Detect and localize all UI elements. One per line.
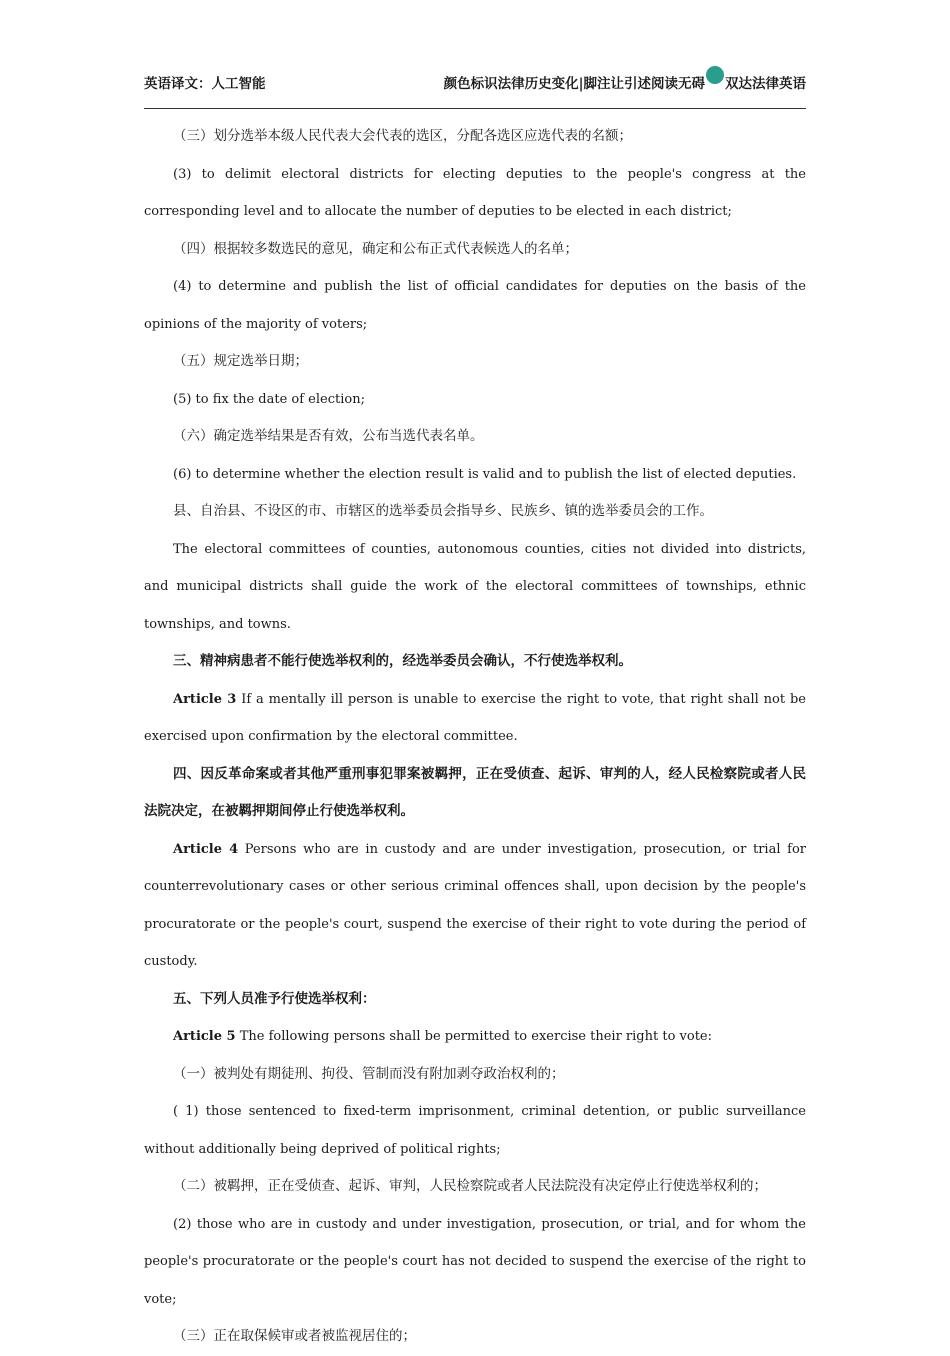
- article-label: Article 5: [173, 1029, 236, 1044]
- clause-en-6: (6) to determine whether the election result is valid and to publish the list of elected deputies.: [173, 466, 797, 482]
- clause-cn-4: （四）根据较多数选民的意见，确定和公布正式代表候选人的名单；: [173, 240, 578, 257]
- page-header: [144, 70, 806, 96]
- item-cn-3: （三）正在取保候审或者被监视居住的；: [173, 1328, 416, 1344]
- shuangda-logo-icon: [706, 66, 724, 84]
- item-en-2: (2) those who are in custody and under investigation, prosecution, or trial, and for whom the people's procuratorate or the people's court has not decided to suspend the exercise of the right to vote;: [144, 1216, 806, 1307]
- article-text: The following persons shall be permitted to exercise their right to vote:: [235, 1029, 712, 1044]
- article-label: Article 3: [173, 691, 237, 707]
- article-en-4: [144, 831, 806, 981]
- article-en-5: [144, 1018, 806, 1056]
- article-cn-4: 四、因反革命案或者其他严重刑事犯罪案被羁押，正在受侦查、起诉、审判的人，经人民检察院或者人民法院决定，在被羁押期间停止行使选举权利。: [144, 765, 806, 819]
- item-en-1: ( 1) those sentenced to fixed-term imprisonment, criminal detention, or public surveillance without additionally being deprived of political rights;: [144, 1104, 806, 1157]
- article-en-3: [144, 681, 806, 756]
- header-brand: 双达法律英语: [725, 76, 806, 92]
- header-divider: [144, 108, 806, 109]
- header-tagline-text: 颜色标识法律历史变化|脚注让引述阅读无碍: [443, 76, 705, 92]
- paragraph-en-guidance: The electoral committees of counties, autonomous counties, cities not divided into districts, and municipal districts shall guide the work of the electoral committees of townships, ethnic townships, and towns.: [144, 541, 806, 632]
- item-cn-1: （一）被判处有期徒刑、拘役、管制而没有附加剥夺政治权利的；: [173, 1065, 565, 1082]
- clause-cn-5: （五）规定选举日期；: [173, 353, 308, 369]
- clause-en-4: (4) to determine and publish the list of official candidates for deputies on the basis of the opinions of the majority of voters;: [144, 279, 806, 332]
- document-body: [144, 118, 806, 1356]
- article-cn-3: 三、精神病患者不能行使选举权利的，经选举委员会确认，不行使选举权利。: [173, 653, 632, 669]
- clause-cn-6: （六）确定选举结果是否有效，公布当选代表名单。: [173, 428, 484, 444]
- clause-en-5: (5) to fix the date of election;: [173, 391, 365, 407]
- paragraph-cn-guidance: 县、自治县、不设区的市、市辖区的选举委员会指导乡、民族乡、镇的选举委员会的工作。: [173, 503, 713, 519]
- article-cn-5: 五、下列人员准予行使选举权利：: [173, 990, 376, 1007]
- item-cn-2: （二）被羁押，正在受侦查、起诉、审判，人民检察院或者人民法院没有决定停止行使选举权利的；: [173, 1178, 767, 1194]
- header-title: 英语译文：人工智能: [144, 76, 266, 92]
- article-text: Persons who are in custody and are under investigation, prosecution, or trial for counterrevolutionary cases or other serious criminal offences shall, upon decision by the people's procuratorate or the people's court, suspend the exercise of their right to vote during the period of custody.: [144, 841, 806, 969]
- clause-cn-3: （三）划分选举本级人民代表大会代表的选区，分配各选区应选代表的名额；: [173, 128, 632, 144]
- article-text: If a mentally ill person is unable to exercise the right to vote, that right shall not be exercised upon confirmation by the electoral committee.: [144, 691, 806, 744]
- header-tagline: [444, 72, 806, 92]
- article-label: Article 4: [173, 841, 239, 857]
- clause-en-3: (3) to delimit electoral districts for electing deputies to the people's congress at the corresponding level and to allocate the number of deputies to be elected in each district;: [144, 166, 806, 219]
